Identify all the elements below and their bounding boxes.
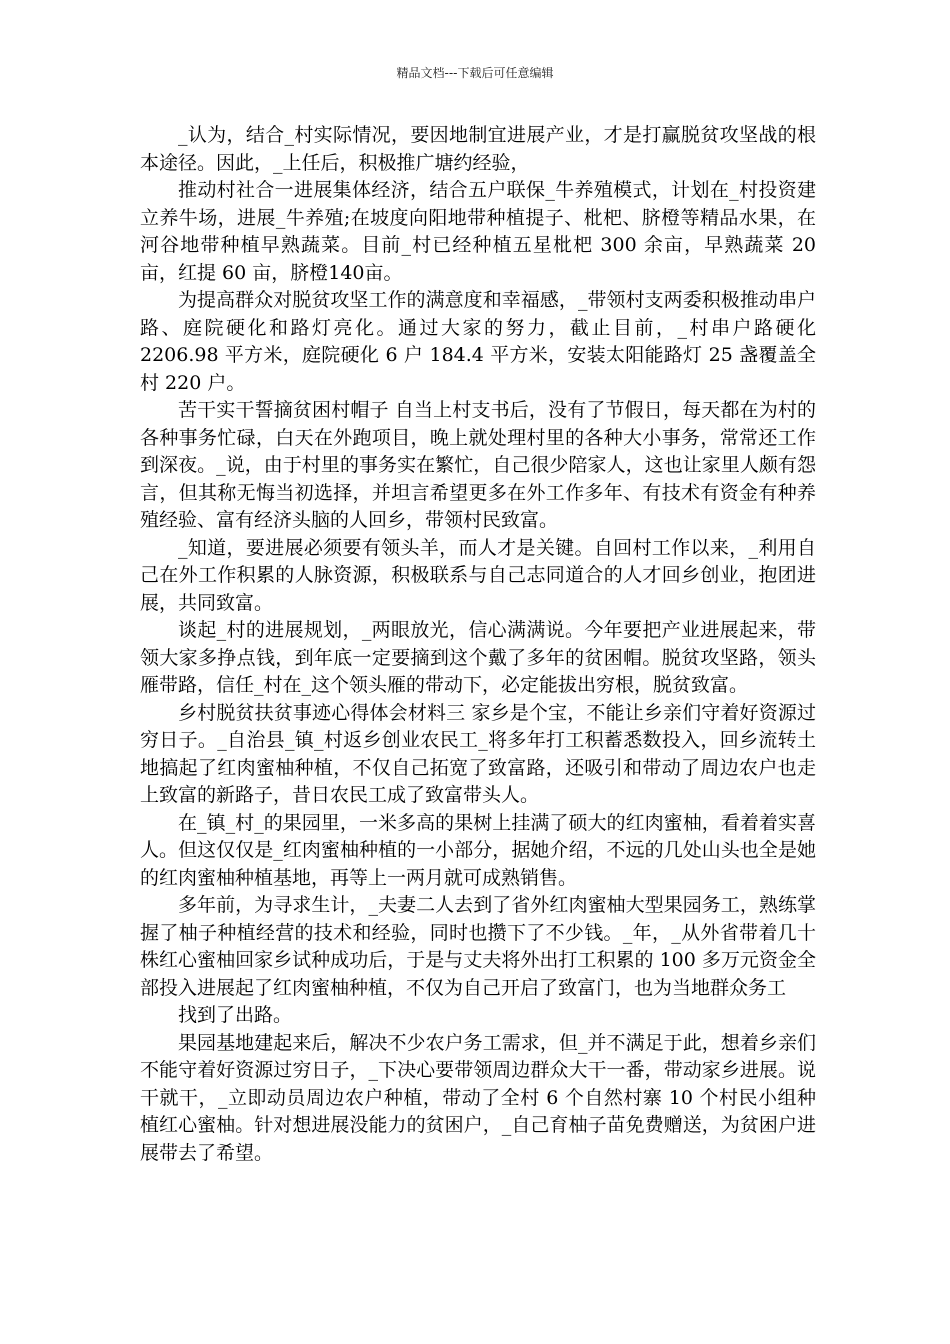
paragraph-9: 多年前，为寻求生计，_夫妻二人去到了省外红肉蜜柚大型果园务工，熟练掌握了柚子种植经营的技术和经验，同时也攒下了不少钱。_年，_从外省带着几十株红心蜜柚回家乡试种成功后，于是与丈夫将外出打工积累的 100 多万元资金全部投入进展起了红肉蜜柚种植，不仅为自己开启了致富门，也为当地群众务工: [140, 894, 816, 999]
paragraph-7: 乡村脱贫扶贫事迹心得体会材料三 家乡是个宝，不能让乡亲们守着好资源过穷日子。_自治县_镇_村返乡创业农民工_将多年打工积蓄悉数投入，回乡流转土地搞起了红肉蜜柚种植，不仅自己拓宽了致富路，还吸引和带动了周边农户也走上致富的新路子，昔日农民工成了致富带头人。: [140, 701, 816, 806]
document-body: [140, 122, 823, 1167]
paragraph-6: 谈起_村的进展规划，_两眼放光，信心满满说。今年要把产业进展起来，带领大家多挣点钱，到年底一定要摘到这个戴了多年的贫困帽。脱贫攻坚路，领头雁带路，信任_村在_这个领头雁的带动下，必定能拔出穷根，脱贫致富。: [140, 619, 816, 696]
paragraph-8: 在_镇_村_的果园里，一米多高的果树上挂满了硕大的红肉蜜柚，看着着实喜人。但这仅仅是_红肉蜜柚种植的一小部分，据她介绍，不远的几处山头也全是她的红肉蜜柚种植基地，再等上一两月就可成熟销售。: [140, 811, 816, 889]
paragraph-11: 果园基地建起来后，解决不少农户务工需求，但_并不满足于此，想着乡亲们不能守着好资源过穷日子，_下决心要带领周边群众大干一番，带动家乡进展。说干就干，_立即动员周边农户种植，带动了全村 6 个自然村寨 10 个村民小组种植红心蜜柚。针对想进展没能力的贫困户，_自己育柚子苗免费赠送，为贫困户进展带去了希望。: [140, 1031, 816, 1164]
paragraph-5: _知道，要进展必须要有领头羊，而人才是关键。自回村工作以来，_利用自己在外工作积累的人脉资源，积极联系与自己志同道合的人才回乡创业，抱团进展，共同致富。: [140, 536, 816, 614]
paragraph-1: _认为，结合_村实际情况，要因地制宜进展产业，才是打赢脱贫攻坚战的根本途径。因此，_上任后，积极推广塘约经验，: [140, 124, 816, 174]
paragraph-3: 为提高群众对脱贫攻坚工作的满意度和幸福感，_带领村支两委积极推动串户路、庭院硬化和路灯亮化。通过大家的努力，截止目前，_村串户路硬化 2206.98 平方米，庭院硬化 6 户 184.4 平方米，安装太阳能路灯 25 盏覆盖全村 220 户。: [140, 289, 823, 394]
paragraph-2: 推动村社合一进展集体经济，结合五户联保_牛养殖模式，计划在_村投资建立养牛场，进展_牛养殖;在坡度向阳地带种植提子、枇杷、脐橙等精品水果，在河谷地带种植早熟蔬菜。目前_村已经种植五星枇杷 300 余亩，早熟蔬菜 20 亩，红提 60 亩，脐橙140亩。: [140, 179, 823, 284]
paragraph-10: 找到了出路。: [178, 1004, 293, 1026]
page-header: 精品文档---下载后可任意编辑: [396, 66, 554, 80]
paragraph-4: 苦干实干誓摘贫困村帽子 自当上村支书后，没有了节假日，每天都在为村的各种事务忙碌，白天在外跑项目，晚上就处理村里的各种大小事务，常常还工作到深夜。_说，由于村里的事务实在繁忙，自己很少陪家人，这也让家里人颇有怨言，但其称无悔当初选择，并坦言希望更多在外工作多年、有技术有资金有种养殖经验、富有经济头脑的人回乡，带领村民致富。: [140, 399, 816, 531]
